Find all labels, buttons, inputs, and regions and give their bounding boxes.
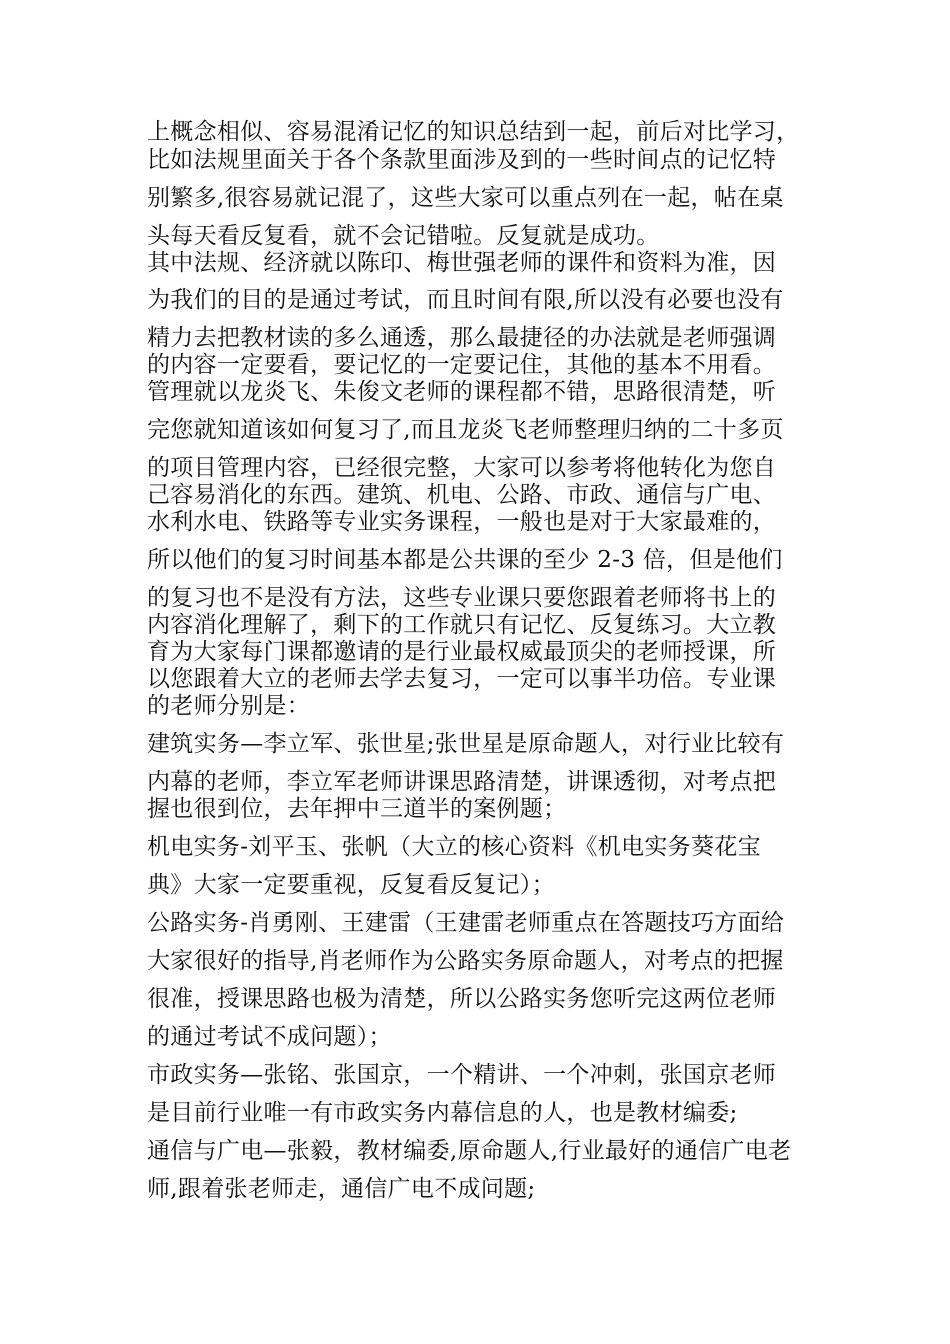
- text-line: 机电实务-刘平玉、张帆（大立的核心资料《机电实务葵花宝: [147, 834, 761, 860]
- text-line: 头每天看反复看，就不会记错啦。反复就是成功。: [147, 223, 660, 249]
- text-line: 是目前行业唯一有市政实务内幕信息的人，也是教材编委;: [147, 1100, 738, 1126]
- text-line: 大家很好的指导,肖老师作为公路实务原命题人，对考点的把握: [147, 948, 784, 974]
- text-line: 精力去把教材读的多么通透，那么最捷径的办法就是老师强调: [147, 325, 777, 351]
- text-line: 以您跟着大立的老师去学去复习，一定可以事半功倍。专业课: [147, 666, 777, 692]
- text-line: 其中法规、经济就以陈印、梅世强老师的课件和资料为准，因: [147, 250, 777, 276]
- text-line: 己容易消化的东西。建筑、机电、公路、市政、通信与广电、: [147, 482, 777, 508]
- text-line: 握也很到位，去年押中三道半的案例题；: [147, 796, 567, 822]
- text-line: 育为大家每门课都邀请的是行业最权威最顶尖的老师授课，所: [147, 639, 777, 665]
- text-line: 内容消化理解了，剩下的工作就只有记忆、反复练习。大立教: [147, 612, 777, 638]
- text-line: 水利水电、铁路等专业实务课程，一般也是对于大家最难的，: [147, 509, 777, 535]
- text-line: 师,跟着张老师走，通信广电不成问题;: [147, 1176, 536, 1202]
- text-line: 的老师分别是：: [147, 693, 311, 719]
- text-line: 别繁多,很容易就记混了，这些大家可以重点列在一起，帖在桌: [147, 185, 784, 211]
- text-line: 典》大家一定要重视，反复看反复记）；: [147, 872, 555, 898]
- text-line: 的内容一定要看，要记忆的一定要记住，其他的基本不用看。: [147, 352, 777, 378]
- text-line: 上概念相似、容易混淆记忆的知识总结到一起，前后对比学习，: [147, 119, 800, 145]
- text-line: 内幕的老师，李立军老师讲课思路清楚，讲课透彻，对考点把: [147, 769, 777, 795]
- text-line: 比如法规里面关于各个条款里面涉及到的一些时间点的记忆特: [147, 147, 777, 173]
- text-line: 的通过考试不成问题）；: [147, 1024, 392, 1050]
- text-line: 很准，授课思路也极为清楚，所以公路实务您听完这两位老师: [147, 986, 777, 1012]
- text-line: 通信与广电—张毅，教材编委,原命题人,行业最好的通信广电老: [147, 1138, 792, 1164]
- text-line: 完您就知道该如何复习了,而且龙炎飞老师整理归纳的二十多页: [147, 417, 784, 443]
- text-line: 建筑实务—李立军、张世星;张世星是原命题人，对行业比较有: [147, 731, 785, 757]
- text-line: 的项目管理内容，已经很完整，大家可以参考将他转化为您自: [147, 455, 777, 481]
- text-line: 所以他们的复习时间基本都是公共课的至少 2-3 倍，但是他们: [147, 547, 783, 573]
- text-line: 公路实务-肖勇刚、王建雷（王建雷老师重点在答题技巧方面给: [147, 910, 785, 936]
- text-line: 市政实务—张铭、张国京，一个精讲、一个冲刺，张国京老师: [147, 1062, 777, 1088]
- text-line: 的复习也不是没有方法，这些专业课只要您跟着老师将书上的: [147, 585, 777, 611]
- text-line: 为我们的目的是通过考试，而且时间有限,所以没有必要也没有: [147, 287, 784, 313]
- text-line: 管理就以龙炎飞、朱俊文老师的课程都不错，思路很清楚，听: [147, 379, 777, 405]
